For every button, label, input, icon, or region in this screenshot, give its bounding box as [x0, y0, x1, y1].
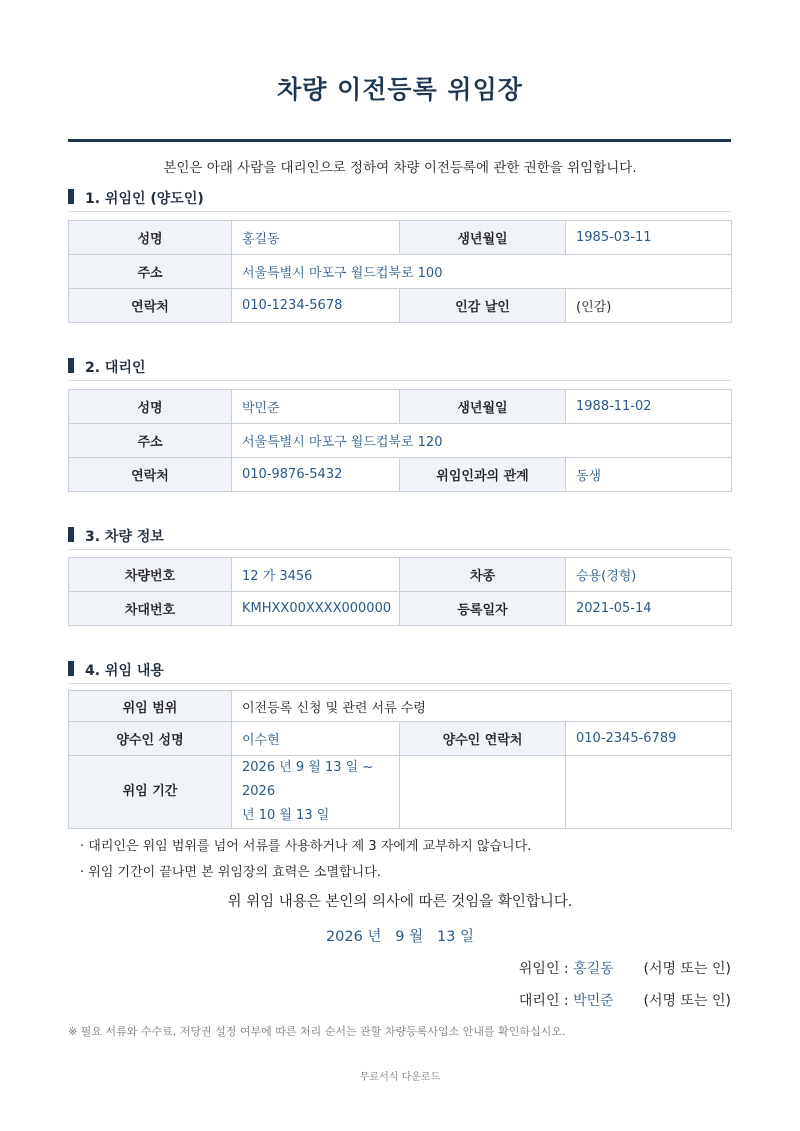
vehicle-table [68, 557, 732, 626]
section-1-title: 1. 위임인 (양도인) [85, 191, 204, 207]
section-4-title: 4. 위임 내용 [85, 663, 164, 679]
sign-hint: (서명 또는 인) [643, 961, 731, 977]
buyer-phone: 010-2345-6789 [566, 722, 732, 756]
seal-label: 인감 날인 [400, 289, 566, 323]
period-line-2: 년 10 월 13 일 [242, 808, 330, 823]
birth-label: 생년월일 [400, 390, 566, 424]
principal-sign-name: 홍길동 [573, 961, 614, 977]
scope-label: 위임 범위 [69, 691, 232, 722]
agent-signature-line [519, 990, 731, 1010]
table-row [69, 289, 732, 323]
plate-label: 차량번호 [69, 558, 232, 592]
footer-download-link[interactable]: 무료서식 다운로드 [359, 1072, 441, 1083]
agent-sign-label: 대리인 : [518, 993, 569, 1009]
principal-name: 홍길동 [232, 221, 400, 255]
section-marker [68, 661, 74, 676]
table-row [69, 691, 732, 722]
section-3-heading [68, 526, 731, 550]
empty-cell [566, 756, 732, 829]
buyer-name-label: 양수인 성명 [69, 722, 232, 756]
empty-cell [400, 756, 566, 829]
footnote: ※ 필요 서류와 수수료, 저당권 설정 여부에 따른 처리 순서는 관할 차량등록사업소 안내를 확인하십시오. [68, 1025, 566, 1038]
table-row [69, 558, 732, 592]
table-row [69, 458, 732, 492]
delegation-scope: 이전등록 신청 및 관련 서류 수령 [232, 691, 732, 722]
principal-seal: (인감) [566, 289, 732, 323]
document-date [0, 925, 800, 946]
principal-table [68, 220, 732, 323]
agent-address: 서울특별시 마포구 월드컵북로 120 [232, 424, 732, 458]
section-marker [68, 527, 74, 542]
note-2: · 위임 기간이 끝나면 본 위임장의 효력은 소멸합니다. [80, 865, 381, 880]
regdate-label: 등록일자 [400, 592, 566, 626]
table-row [69, 756, 732, 829]
principal-phone: 010-1234-5678 [232, 289, 400, 323]
buyer-phone-label: 양수인 연락처 [400, 722, 566, 756]
relation-label: 위임인과의 관계 [400, 458, 566, 492]
table-row [69, 221, 732, 255]
address-label: 주소 [69, 424, 232, 458]
agent-phone: 010-9876-5432 [232, 458, 400, 492]
address-label: 주소 [69, 255, 232, 289]
section-1-heading [68, 188, 731, 212]
period-label: 위임 기간 [69, 756, 232, 829]
table-row [69, 255, 732, 289]
buyer-name: 이수현 [232, 722, 400, 756]
phone-label: 연락처 [69, 458, 232, 492]
delegation-period [232, 756, 400, 829]
principal-signature-line [519, 958, 731, 978]
birth-label: 생년월일 [400, 221, 566, 255]
table-row [69, 592, 732, 626]
agent-name: 박민준 [232, 390, 400, 424]
phone-label: 연락처 [69, 289, 232, 323]
vehicle-plate: 12 가 3456 [232, 558, 400, 592]
section-3-title: 3. 차량 정보 [85, 529, 164, 545]
agent-relation: 동생 [566, 458, 732, 492]
section-2-title: 2. 대리인 [85, 360, 146, 376]
table-row [69, 424, 732, 458]
section-marker [68, 358, 74, 373]
sign-hint: (서명 또는 인) [643, 993, 731, 1009]
section-marker [68, 189, 74, 204]
table-row [69, 722, 732, 756]
principal-sign-label: 위임인 : [518, 961, 569, 977]
vehicle-vin: KMHXX00XXXX000000 [232, 592, 400, 626]
agent-table [68, 389, 732, 492]
delegation-table [68, 690, 732, 829]
intro-text: 본인은 아래 사람을 대리인으로 정하여 차량 이전등록에 관한 권한을 위임합니다. [163, 160, 637, 176]
principal-address: 서울특별시 마포구 월드컵북로 100 [232, 255, 732, 289]
vehicle-type-label: 차종 [400, 558, 566, 592]
document-title: 차량 이전등록 위임장 [277, 75, 523, 104]
note-1: · 대리인은 위임 범위를 넘어 서류를 사용하거나 제 3 자에게 교부하지 않습니다. [80, 839, 532, 854]
name-label: 성명 [69, 390, 232, 424]
date-month: 9 월 [395, 929, 424, 945]
principal-birth: 1985-03-11 [566, 221, 732, 255]
period-line-1: 2026 년 9 월 13 일 ~ 2026 [242, 760, 374, 799]
confirm-statement: 위 위임 내용은 본인의 의사에 따른 것임을 확인합니다. [227, 894, 573, 910]
table-row [69, 390, 732, 424]
vin-label: 차대번호 [69, 592, 232, 626]
name-label: 성명 [69, 221, 232, 255]
section-4-heading [68, 660, 731, 684]
vehicle-regdate: 2021-05-14 [566, 592, 732, 626]
date-day: 13 일 [436, 929, 475, 945]
section-2-heading [68, 357, 731, 381]
agent-sign-name: 박민준 [573, 993, 614, 1009]
title-divider [68, 139, 731, 142]
date-year: 2026 년 [325, 929, 382, 945]
vehicle-type: 승용(경형) [566, 558, 732, 592]
agent-birth: 1988-11-02 [566, 390, 732, 424]
